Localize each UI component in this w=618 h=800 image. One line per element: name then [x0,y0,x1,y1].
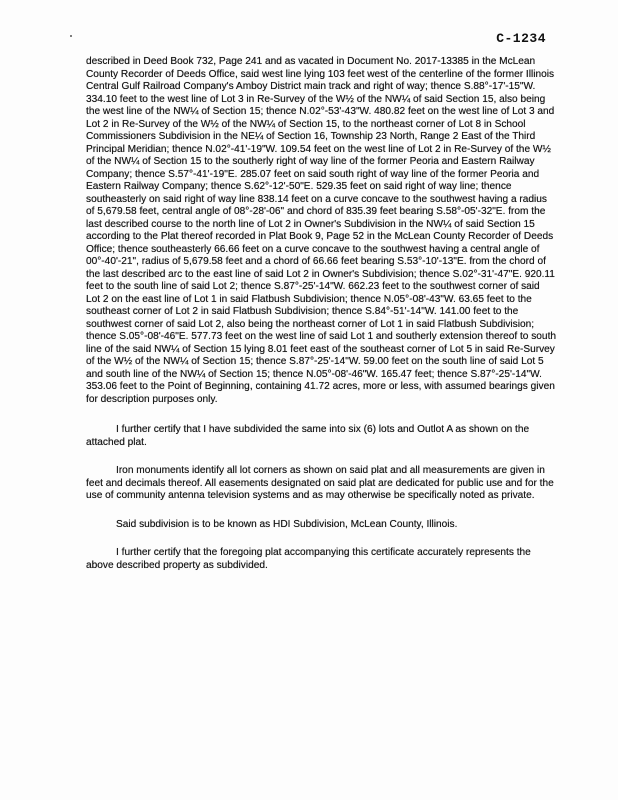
legal-description-paragraph: described in Deed Book 732, Page 241 and as vacated in Document No. 2017-13385 in the McLean County Recorder of Deeds Office, said west line lying 103 feet west of the centerline of the former Illinois Central Gulf Railroad Company's Amboy District main track and right of way; thence S.88°-17'-15"W. 334.10 feet to the west line of Lot 3 in Re-Survey of the W½ of the NW¼ of said Section 15, also being the west line of the NW¼ of Section 15; thence N.02°-53'-43"W. 480.82 feet on the west line of Lot 3 and Lot 2 in Re-Survey of the W½ of the NW¼ of Section 15, to the northeast corner of Lot 8 in School Commissioners Subdivision in the NE¼ of Section 16, Township 23 North, Range 2 East of the Third Principal Meridian; thence N.02°-41'-19"W. 109.54 feet on the west line of Lot 2 in Re-Survey of the W½ of the NW¼ of Section 15 to the southerly right of way line of the former Peoria and Eastern Railway Company; thence S.57°-41'-19"E. 285.07 feet on said south right of way line of the former Peoria and Eastern Railway Company; thence S.62°-12'-50"E. 529.35 feet on said right of way line; thence southeasterly on said right of way line 838.14 feet on a curve concave to the southwest having a radius of 5,679.58 feet, central angle of 08°-28'-06" and chord of 835.39 feet bearing S.58°-05'-32"E. from the last described course to the north line of Lot 2 in Owner's Subdivision in the NW¼ of said Section 15 according to the Plat thereof recorded in Plat Book 9, Page 52 in the McLean County Recorder of Deeds Office; thence southeasterly 66.66 feet on a curve concave to the southwest having a central angle of 00°-40'-21", radius of 5,679.58 feet and a chord of 66.66 feet bearing S.53°-10'-13"E. from the chord of the last described arc to the east line of said Lot 2 in Owner's Subdivision; thence S.02°-31'-47"E. 920.11 feet to the south line of said Lot 2; thence S.87°-25'-14"W. 662.23 feet to the southwest corner of said Lot 2 on the east line of Lot 1 in said Flatbush Subdivision; thence N.05°-08'-43"W. 63.65 feet to the southeast corner of Lot 2 in said Flatbush Subdivision; thence S.84°-51'-14"W. 141.00 feet to the southwest corner of said Lot 2, also being the northeast corner of Lot 1 in said Flatbush Subdivision; thence S.05°-08'-46"E. 577.73 feet on the west line of said Lot 1 and southerly extension thereof to south line of the said NW¼ of Section 15 lying 8.01 feet east of the southeast corner of Lot 5 in said Re-Survey of the W½ of the NW¼ of Section 15; thence S.87°-25'-14"W. 59.00 feet on the south line of said Lot 5 and south line of the NW¼ of Section 15; thence N.05°-08'-46"W. 165.47 feet; thence S.87°-25'-14"W. 353.06 feet to the Point of Beginning, containing 41.72 acres, more or less, with assumed bearings given for description purposes only. [86,56,557,405]
subdivision-name-paragraph: Said subdivision is to be known as HDI Subdivision, McLean County, Illinois. [116,518,458,530]
plat-certification-paragraph: I further certify that the foregoing plat accompanying this certificate accurately represents the above described property as subdivided. [86,547,531,571]
document-number: C-1234 [496,31,546,46]
scan-speck [70,35,72,37]
document-body [86,56,556,588]
monuments-easements-paragraph: Iron monuments identify all lot corners as shown on said plat and all measurements are given in feet and decimals thereof. All easements designated on said plat are dedicated for public use and for the use of community antenna television systems and as may otherwise be specifically noted as private. [86,465,554,501]
subdivision-certification-paragraph: I further certify that I have subdivided the same into six (6) lots and Outlot A as shown on the attached plat. [86,424,530,448]
